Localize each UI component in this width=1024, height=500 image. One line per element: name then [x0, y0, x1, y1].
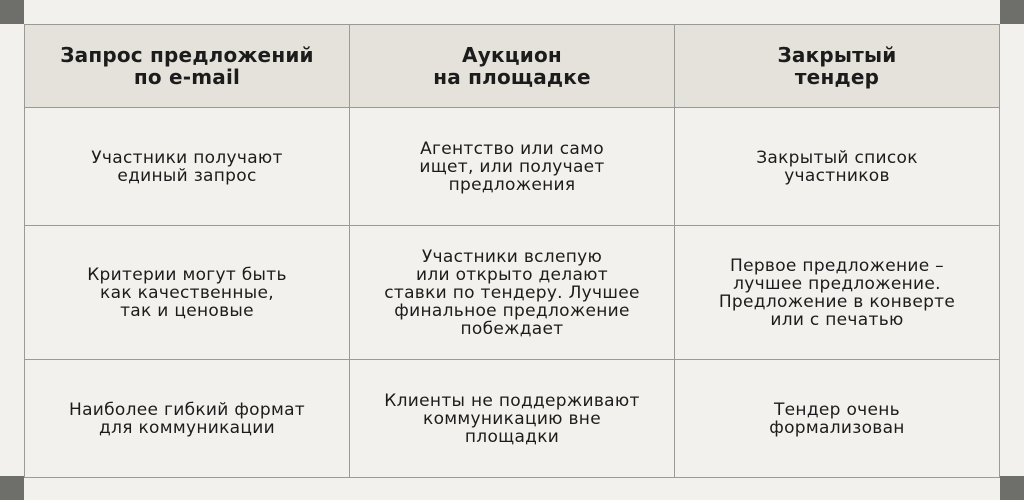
column-header-platform-auction: Аукцион на площадке: [350, 25, 675, 108]
table-cell: Тендер очень формализован: [675, 360, 1000, 478]
column-header-closed-tender: Закрытый тендер: [675, 25, 1000, 108]
table-cell: Участники получают единый запрос: [25, 108, 350, 226]
column-header-email-rfp: Запрос предложений по e-mail: [25, 25, 350, 108]
corner-decoration-bottom-right: [1000, 476, 1024, 500]
table-cell: Клиенты не поддерживают коммуникацию вне площадки: [350, 360, 675, 478]
corner-decoration-top-left: [0, 0, 24, 24]
table-cell: Критерии могут быть как качественные, так и ценовые: [25, 226, 350, 360]
corner-decoration-bottom-left: [0, 476, 24, 500]
table-cell: Закрытый список участников: [675, 108, 1000, 226]
table-cell: Агентство или само ищет, или получает предложения: [350, 108, 675, 226]
corner-decoration-top-right: [1000, 0, 1024, 24]
table-row: [25, 226, 1000, 360]
table-row: [25, 360, 1000, 478]
table-header-row: [25, 25, 1000, 108]
comparison-table: [24, 24, 1000, 478]
table-cell: Первое предложение – лучшее предложение. Предложение в конверте или с печатью: [675, 226, 1000, 360]
table-cell: Участники вслепую или открыто делают ставки по тендеру. Лучшее финальное предложение побеждает: [350, 226, 675, 360]
table-row: [25, 108, 1000, 226]
table-cell: Наиболее гибкий формат для коммуникации: [25, 360, 350, 478]
